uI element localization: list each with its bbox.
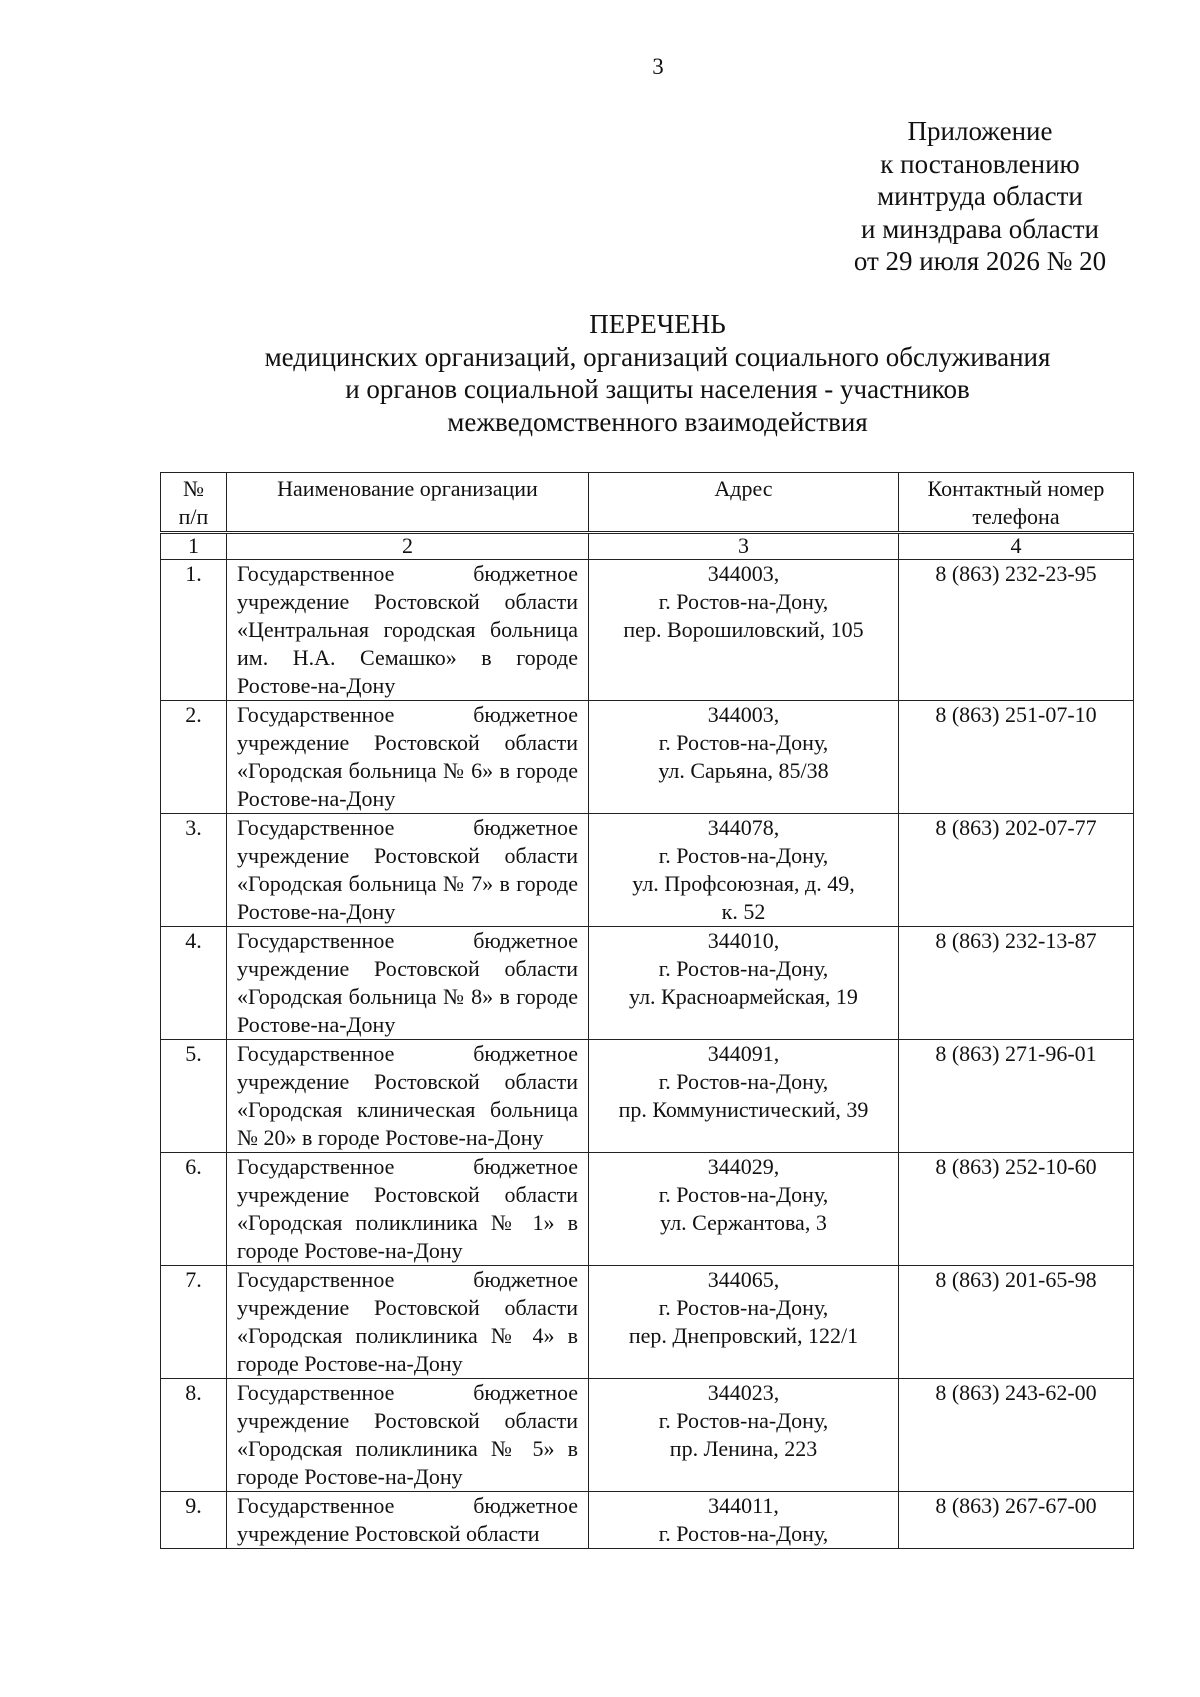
organization-phone: 8 (863) 243-62-00 [899,1379,1134,1492]
organization-name: Государственное бюджетное учреждение Ростовской области «Городская поликлиника № 4» в городе Ростове-на-Дону [227,1266,589,1379]
title-subtitle-line: и органов социальной защиты населения - участников [345,374,970,404]
organization-name: Государственное бюджетное учреждение Ростовской области «Городская поликлиника № 5» в городе Ростове-на-Дону [227,1379,589,1492]
column-number-row [161,533,1134,560]
organization-phone: 8 (863) 267-67-00 [899,1492,1134,1549]
column-number: 4 [899,533,1134,560]
appendix-line: минтруда области [877,181,1083,211]
row-number: 4. [161,927,227,1040]
title-subtitle-line: медицинских организаций, организаций социального обслуживания [264,341,1051,372]
row-number: 6. [161,1153,227,1266]
title-subtitle-line: межведомственного взаимодействия [447,406,868,437]
row-number: 3. [161,814,227,927]
appendix-line: Приложение [907,116,1053,146]
organization-name: Государственное бюджетное учреждение Ростовской области «Городская больница № 7» в городе Ростове-на-Дону [227,814,589,927]
table-row [161,1040,1134,1153]
organization-phone: 8 (863) 271-96-01 [899,1040,1134,1153]
table-row [161,1266,1134,1379]
organizations-table [160,472,1134,1549]
organization-address: 344078, г. Ростов-на-Дону, ул. Профсоюзная, д. 49, к. 52 [589,814,899,927]
row-number: 5. [161,1040,227,1153]
organization-phone: 8 (863) 252-10-60 [899,1153,1134,1266]
organization-address: 344011, г. Ростов-на-Дону, [589,1492,899,1549]
appendix-line: к постановлению [880,148,1080,179]
table-row [161,1492,1134,1549]
row-number: 8. [161,1379,227,1492]
table-row [161,701,1134,814]
organization-name: Государственное бюджетное учреждение Ростовской области «Городская поликлиника № 1» в городе Ростове-на-Дону [227,1153,589,1266]
organization-phone: 8 (863) 201-65-98 [899,1266,1134,1379]
organization-name: Государственное бюджетное учреждение Ростовской области «Городская клиническая больница № 20» в городе Ростове-на-Дону [227,1040,589,1153]
page-number: 3 [652,54,664,79]
column-number: 2 [227,533,589,560]
row-number: 2. [161,701,227,814]
header-address: Адрес [589,473,899,533]
row-number: 9. [161,1492,227,1549]
organization-address: 344065, г. Ростов-на-Дону, пер. Днепровский, 122/1 [589,1266,899,1379]
header-name: Наименование организации [227,473,589,533]
organization-address: 344010, г. Ростов-на-Дону, ул. Красноармейская, 19 [589,927,899,1040]
organization-address: 344091, г. Ростов-на-Дону, пр. Коммунистический, 39 [589,1040,899,1153]
organization-phone: 8 (863) 232-23-95 [899,560,1134,701]
organization-name: Государственное бюджетное учреждение Ростовской области «Городская больница № 8» в городе Ростове-на-Дону [227,927,589,1040]
organization-address: 344029, г. Ростов-на-Дону, ул. Сержантова, 3 [589,1153,899,1266]
column-number: 3 [589,533,899,560]
document-title [160,308,1155,438]
table-row [161,1379,1134,1492]
title-heading: ПЕРЕЧЕНЬ [589,309,726,339]
appendix-line: и минздрава области [861,213,1099,244]
table-row [161,1153,1134,1266]
appendix-block [820,115,1140,278]
table-header-row [161,473,1134,533]
organization-phone: 8 (863) 202-07-77 [899,814,1134,927]
organization-phone: 8 (863) 232-13-87 [899,927,1134,1040]
organization-name: Государственное бюджетное учреждение Ростовской области «Центральная городская больница им. Н.А. Семашко» в городе Ростове-на-Дону [227,560,589,701]
organization-name: Государственное бюджетное учреждение Ростовской области «Городская больница № 6» в городе Ростове-на-Дону [227,701,589,814]
table-row [161,560,1134,701]
column-number: 1 [161,533,227,560]
header-num: № п/п [161,473,227,533]
organization-phone: 8 (863) 251-07-10 [899,701,1134,814]
table-row [161,814,1134,927]
header-phone: Контактный номер телефона [899,473,1134,533]
organization-address: 344003, г. Ростов-на-Дону, пер. Ворошиловский, 105 [589,560,899,701]
row-number: 1. [161,560,227,701]
organization-address: 344003, г. Ростов-на-Дону, ул. Сарьяна, 85/38 [589,701,899,814]
row-number: 7. [161,1266,227,1379]
organization-address: 344023, г. Ростов-на-Дону, пр. Ленина, 223 [589,1379,899,1492]
table-row [161,927,1134,1040]
appendix-line: от 29 июля 2026 № 20 [853,246,1107,276]
organization-name: Государственное бюджетное учреждение Ростовской области [227,1492,589,1549]
